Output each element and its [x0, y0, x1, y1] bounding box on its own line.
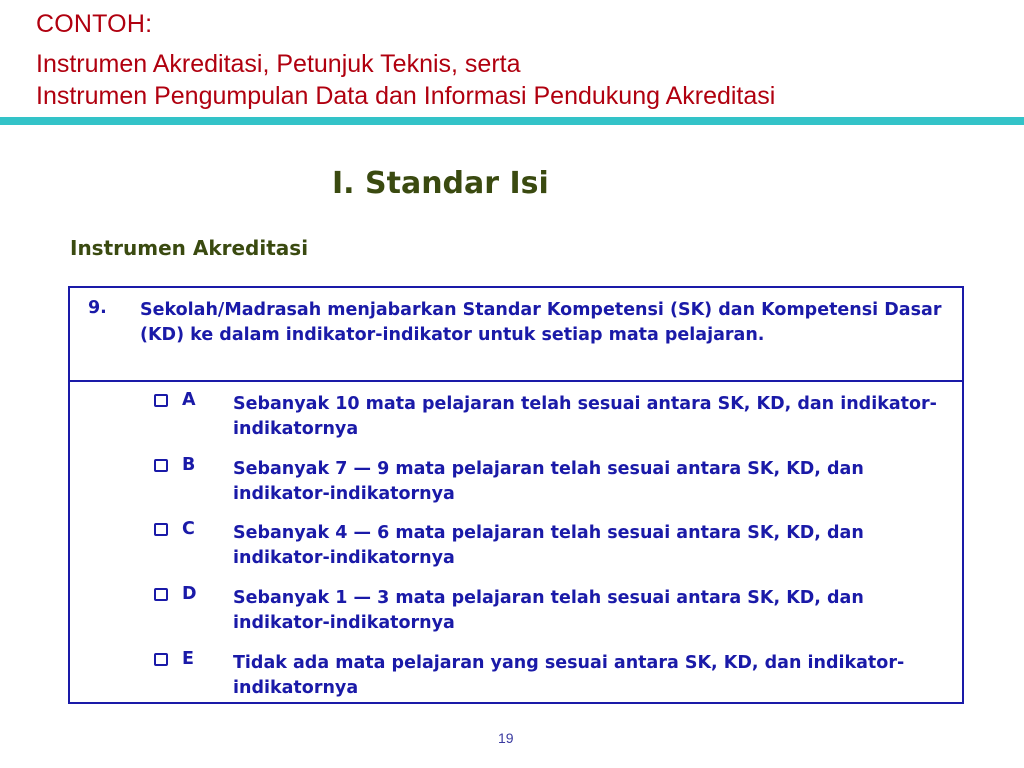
- option-text: Sebanyak 10 mata pelajaran telah sesuai antara SK, KD, dan indikator-indikatornya: [233, 394, 937, 439]
- option-letter: D: [182, 584, 197, 604]
- option-d[interactable]: [70, 584, 962, 644]
- checkbox-icon[interactable]: [154, 588, 168, 601]
- option-letter: B: [182, 455, 196, 475]
- checkbox-icon[interactable]: [154, 394, 168, 407]
- checkbox-icon[interactable]: [154, 459, 168, 472]
- option-letter: A: [182, 390, 196, 410]
- question-number: 9.: [88, 298, 107, 318]
- option-c[interactable]: [70, 519, 962, 579]
- option-b[interactable]: [70, 455, 962, 515]
- section-title: I. Standar Isi: [332, 166, 549, 201]
- option-text: Sebanyak 7 — 9 mata pelajaran telah sesuai antara SK, KD, dan indikator-indikatornya: [233, 459, 864, 504]
- page-number: 19: [498, 730, 514, 746]
- header-contoh-label: CONTOH:: [36, 10, 153, 38]
- option-text: Sebanyak 4 — 6 mata pelajaran telah sesuai antara SK, KD, dan indikator-indikatornya: [233, 523, 864, 568]
- checkbox-icon[interactable]: [154, 523, 168, 536]
- option-e[interactable]: [70, 649, 962, 709]
- header-divider-bar: [0, 117, 1024, 125]
- option-text: Tidak ada mata pelajaran yang sesuai antara SK, KD, dan indikator-indikatornya: [233, 653, 905, 698]
- option-letter: C: [182, 519, 195, 539]
- question-divider: [70, 380, 962, 382]
- option-text: Sebanyak 1 — 3 mata pelajaran telah sesuai antara SK, KD, dan indikator-indikatornya: [233, 588, 864, 633]
- checkbox-icon[interactable]: [154, 653, 168, 666]
- question-box: [68, 286, 964, 704]
- option-a[interactable]: [70, 390, 962, 450]
- option-letter: E: [182, 649, 194, 669]
- header-line-1: Instrumen Akreditasi, Petunjuk Teknis, serta: [36, 50, 521, 78]
- instrument-subtitle: Instrumen Akreditasi: [70, 236, 309, 260]
- header-line-2: Instrumen Pengumpulan Data dan Informasi Pendukung Akreditasi: [36, 82, 776, 110]
- question-text: Sekolah/Madrasah menjabarkan Standar Kompetensi (SK) dan Kompetensi Dasar (KD) ke dalam indikator-indikator untuk setiap mata pelajaran.: [140, 300, 942, 345]
